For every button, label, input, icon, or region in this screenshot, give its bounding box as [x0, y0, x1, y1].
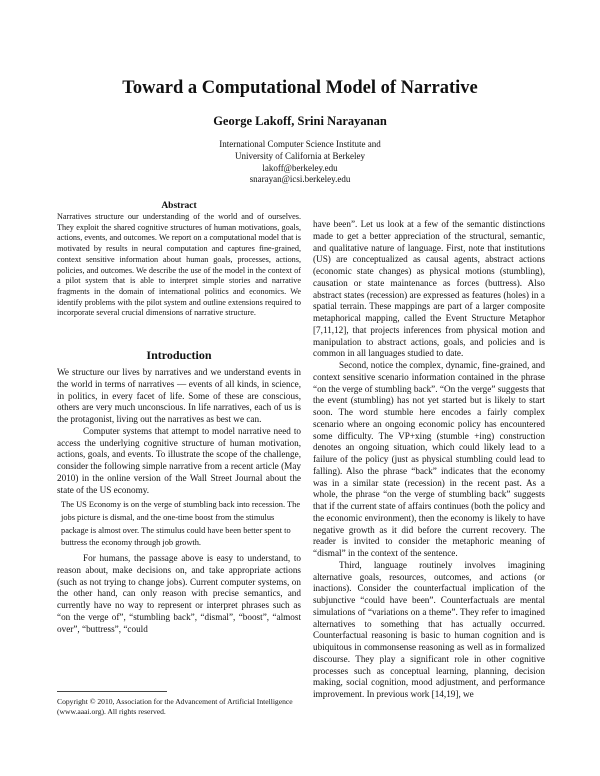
paragraph: Computer systems that attempt to model narrative need to access the underlying cognitive structure of human motivation, actions, goals, and events. To illustrate the scope of the challenge, consider the following simple narrative from a recent article (May 2010) in the online version of the Wall Street Journal about the state of the US economy.	[57, 425, 301, 495]
paragraph: Third, language routinely involves imagining alternative goals, resources, outcomes, and actions (or inactions). Consider the counterfactual implication of the subjunctive “could have been”. Counterfactuals are mental simulations of “variations on a theme”. They refer to imagined alternatives to something that has actually occurred. Counterfactual reasoning is basic to human cognition and is ubiquitous in commonsense reasoning as well as in formalized discourse. They play a significant role in other cognitive processes such as conceptual learning, planning, decision making, social cognition, mood adjustment, and performance improvement. In previous work [14,19], we	[313, 559, 545, 699]
author-affiliation	[0, 139, 600, 186]
paragraph: Second, notice the complex, dynamic, fine-grained, and context sensitive scenario information contained in the phrase “on the verge of stumbling back”. “On the verge” suggests that the event (stumbling) has not yet started but is likely to start soon. The word stumble here encodes a fairly complex scenario where an ongoing economic policy has encountered some difficulty. The VP+xing (stumble +ing) construction denotes an ongoing situation, which could likely lead to a failure of the policy (just as physical stumbling could lead to falling). Also the phrase “back” indicates that the economy was in a similar state (recession) in the recent past. As a whole, the phrase “on the verge of stumbling back” suggests that if the current state of affairs continues (both the policy and the economic environment), then the economy is likely to have negative growth as it did before the current recovery. The reader is invited to consider the metaphoric meaning of “dismal” in the context of the sentence.	[313, 360, 545, 558]
right-column-body	[313, 219, 545, 701]
introduction-body	[57, 367, 301, 635]
paragraph: For humans, the passage above is easy to understand, to reason about, make decisions on, and take appropriate actions (such as not trying to change jobs). Current computer systems, on the other hand, can only reason with precise semantics, and currently have no way to represent or interpret phrases such as “on the verge of”, “stumbling back”, “dismal”, “boost”, “almost over”, “buttress”, “could	[57, 553, 301, 634]
copyright-notice: Copyright © 2010, Association for the Advancement of Artificial Intelligence (www.aaai.org). All rights reserved.	[57, 697, 293, 717]
paragraph: have been”. Let us look at a few of the semantic distinctions made to get a better appreciation of the structural, semantic, and qualitative nature of language. First, note that institutions (US) are conceptualized as causal agents, abstract actions (economic state changes) as physical motions (stumbling), causation or state maintenance as forces (buttress). Also abstract states (recession) are expressed as features (holes) in a spatial terrain. These mappings are part of a larger composite metaphorical mapping, called the Event Structure Metaphor [7,11,12], that projects inferences from physical motion and manipulation to abstract actions, goals, and policies and is common in all languages studied to date.	[313, 219, 545, 359]
author-email: lakoff@berkeley.edu	[262, 162, 338, 173]
abstract-text: Narratives structure our understanding of the world and of ourselves. They exploit the shared cognitive structures of human motivations, goals, actions, events, and outcomes. We report on a computational model that is motivated by results in neural computation and captures fine-grained, context sensitive information about human goals, processes, actions, policies, and outcomes. We describe the use of the model in the context of a pilot system that is able to interpret simple stories and narrative fragments in the domain of international politics and economics. We identify problems with the pilot system and outline extensions required to incorporate several crucial dimensions of narrative structure.	[57, 212, 301, 318]
paragraph: We structure our lives by narratives and we understand events in the world in terms of narratives — events of all kinds, in science, in politics, in every facet of life. Some of these are conscious, others are very much unconscious. In life narratives, each of us is the protagonist, living out the narratives as best we can.	[57, 367, 301, 424]
quoted-excerpt: The US Economy is on the verge of stumbling back into recession. The jobs picture is dismal, and the one-time boost from the stimulus package is almost over. The stimulus could have been better spent to buttress the economy through job growth.	[61, 500, 301, 548]
affiliation-line: University of California at Berkeley	[235, 150, 365, 161]
author-email: snarayan@icsi.berkeley.edu	[249, 174, 351, 185]
abstract-heading: Abstract	[161, 201, 197, 211]
paper-title: Toward a Computational Model of Narrative	[122, 78, 478, 98]
footnote-divider	[57, 691, 167, 692]
affiliation-line: International Computer Science Institute and	[219, 139, 381, 149]
paper-authors: George Lakoff, Srini Narayanan	[213, 114, 387, 128]
introduction-heading: Introduction	[146, 348, 212, 362]
